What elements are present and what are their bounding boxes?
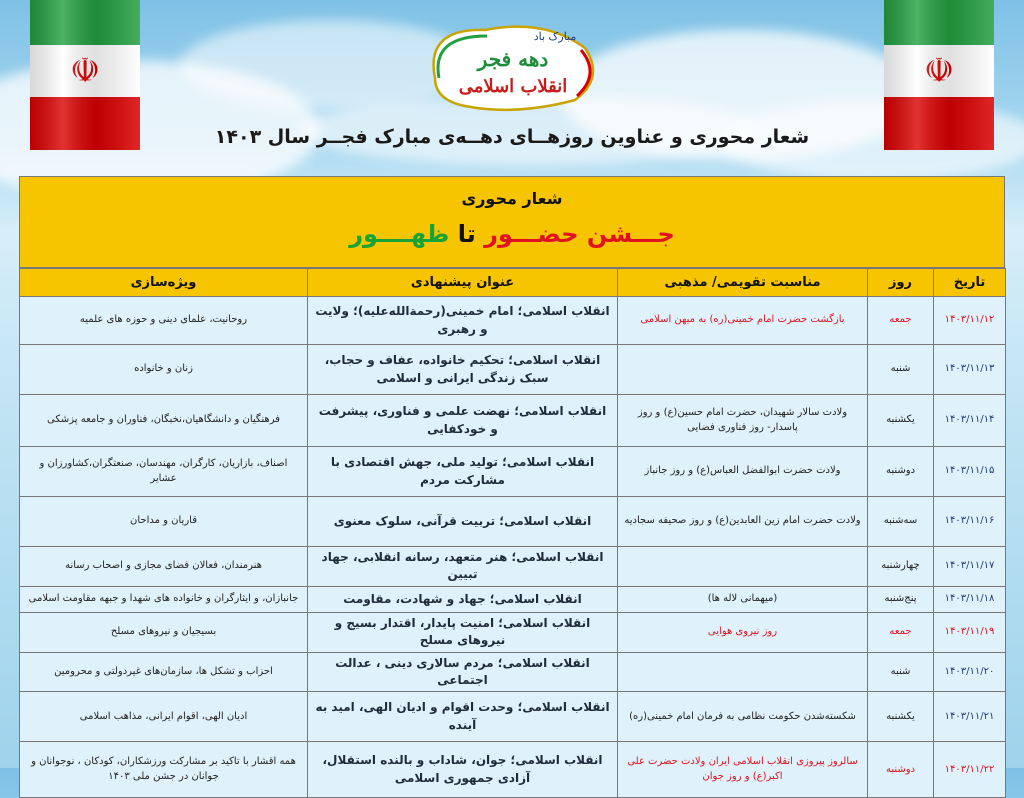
cell-date: ۱۴۰۳/۱۱/۱۵ — [934, 447, 1006, 497]
cell-date: ۱۴۰۳/۱۱/۱۹ — [934, 612, 1006, 652]
header-day: روز — [868, 269, 934, 297]
table-row — [20, 652, 1006, 692]
table-row — [20, 547, 1006, 587]
svg-text:مبارک باد: مبارک باد — [533, 30, 577, 43]
cell-date: ۱۴۰۳/۱۱/۱۸ — [934, 586, 1006, 612]
cell-day: سه‌شنبه — [868, 497, 934, 547]
cell-special: هنرمندان، فعالان فضای مجازی و اصحاب رسانه — [20, 547, 308, 587]
cell-occasion — [618, 652, 868, 692]
cell-title: انقلاب اسلامی؛ امام خمینی(رحمةالله‌علیه)؛ ولایت و رهبری — [308, 297, 618, 345]
cell-title: انقلاب اسلامی؛ تولید ملی، جهش اقتصادی با مشارکت مردم — [308, 447, 618, 497]
cell-occasion: سالروز پیروزی انقلاب اسلامی ایران ولادت حضرت علی اکبر(ع) و روز جوان — [618, 742, 868, 798]
table-row — [20, 297, 1006, 345]
svg-text:انقلاب اسلامی: انقلاب اسلامی — [458, 76, 568, 97]
table-row — [20, 692, 1006, 742]
cell-title: انقلاب اسلامی؛ امنیت پایدار، اقتدار بسیج و نیروهای مسلح — [308, 612, 618, 652]
cell-occasion: ولادت سالار شهیدان، حضرت امام حسین(ع) و روز پاسدار- روز فناوری فضایی — [618, 395, 868, 447]
table-row — [20, 395, 1006, 447]
cell-special: زنان و خانواده — [20, 345, 308, 395]
slogan-part-1: جـــشن حضـــور — [484, 220, 675, 248]
cell-date: ۱۴۰۳/۱۱/۱۶ — [934, 497, 1006, 547]
cell-special: احزاب و تشکل ها، سازمان‌های غیردولتی و محرومین — [20, 652, 308, 692]
cell-date: ۱۴۰۳/۱۱/۱۲ — [934, 297, 1006, 345]
cell-special: فرهنگیان و دانشگاهیان،نخبگان، فناوران و جامعه پزشکی — [20, 395, 308, 447]
cell-special: روحانیت، علمای دینی و حوزه های علمیه — [20, 297, 308, 345]
cell-title: انقلاب اسلامی؛ تربیت قرآنی، سلوک معنوی — [308, 497, 618, 547]
slogan-text — [20, 220, 1004, 248]
cell-date: ۱۴۰۳/۱۱/۲۰ — [934, 652, 1006, 692]
slogan-label: شعار محوری — [461, 189, 563, 208]
cell-date: ۱۴۰۳/۱۱/۱۴ — [934, 395, 1006, 447]
cell-title: انقلاب اسلامی؛ مردم سالاری دینی ، عدالت اجتماعی — [308, 652, 618, 692]
cell-title: انقلاب اسلامی؛ نهضت علمی و فناوری، پیشرفت و خودکفایی — [308, 395, 618, 447]
header-title: عنوان پیشنهادی — [308, 269, 618, 297]
table-row — [20, 742, 1006, 798]
cell-title: انقلاب اسلامی؛ تحکیم خانواده، عفاف و حجاب، سبک زندگی ایرانی و اسلامی — [308, 345, 618, 395]
cell-occasion: (میهمانی لاله ها) — [618, 586, 868, 612]
cell-day: یکشنبه — [868, 395, 934, 447]
cell-day: پنج‌شنبه — [868, 586, 934, 612]
cell-occasion: ولادت حضرت امام زین العابدین(ع) و روز صحیفه سجادیه — [618, 497, 868, 547]
cell-occasion: شکسته‌شدن حکومت نظامی به فرمان امام خمینی(ره) — [618, 692, 868, 742]
schedule-table — [19, 268, 1006, 798]
cell-day: دوشنبه — [868, 447, 934, 497]
cell-day: شنبه — [868, 345, 934, 395]
cell-title: انقلاب اسلامی؛ جوان، شاداب و بالنده استقلال، آزادی جمهوری اسلامی — [308, 742, 618, 798]
cell-special: اصناف، بازاریان، کارگران، مهندسان، صنعتگران،کشاورزان و عشایر — [20, 447, 308, 497]
cell-title: انقلاب اسلامی؛ وحدت اقوام و ادیان الهی، امید به آینده — [308, 692, 618, 742]
cell-occasion — [618, 547, 868, 587]
cell-occasion: ولادت حضرت ابوالفضل العباس(ع) و روز جانباز — [618, 447, 868, 497]
cell-day: شنبه — [868, 652, 934, 692]
cell-occasion — [618, 345, 868, 395]
slogan-part-3: ظهــــور — [349, 220, 450, 248]
cell-title: انقلاب اسلامی؛ هنر متعهد، رسانه انقلابی، جهاد تبیین — [308, 547, 618, 587]
cell-title: انقلاب اسلامی؛ جهاد و شهادت، مقاومت — [308, 586, 618, 612]
cell-date: ۱۴۰۳/۱۱/۱۳ — [934, 345, 1006, 395]
fajr-logo-icon — [405, 8, 615, 120]
cell-date: ۱۴۰۳/۱۱/۱۷ — [934, 547, 1006, 587]
table-row — [20, 586, 1006, 612]
slogan-part-2: تا — [457, 220, 476, 248]
cell-day: جمعه — [868, 297, 934, 345]
header-special: ویژه‌سازی — [20, 269, 308, 297]
cell-occasion: روز نیروی هوایی — [618, 612, 868, 652]
cell-date: ۱۴۰۳/۱۱/۲۲ — [934, 742, 1006, 798]
table-row — [20, 345, 1006, 395]
cell-occasion: بازگشت حضرت امام خمینی(ره) به میهن اسلامی — [618, 297, 868, 345]
cell-special: همه اقشار با تاکید بر مشارکت ورزشکاران، کودکان ، نوجوانان و جوانان در جشن ملی ۱۴۰۳ — [20, 742, 308, 798]
table-row — [20, 612, 1006, 652]
table-header-row — [20, 269, 1006, 297]
cell-special: قاریان و مداحان — [20, 497, 308, 547]
cell-date: ۱۴۰۳/۱۱/۲۱ — [934, 692, 1006, 742]
slogan-panel — [19, 176, 1005, 268]
cell-day: چهارشنبه — [868, 547, 934, 587]
cell-day: دوشنبه — [868, 742, 934, 798]
header-date: تاریخ — [934, 269, 1006, 297]
header-occasion: مناسبت تقویمی/ مذهبی — [618, 269, 868, 297]
cell-day: جمعه — [868, 612, 934, 652]
table-row — [20, 497, 1006, 547]
svg-text:دهه فجر: دهه فجر — [477, 47, 549, 71]
cell-special: بسیجیان و نیروهای مسلح — [20, 612, 308, 652]
page-title: شعار محوری و عناوین روزهــای دهــه‌ی مبارک فجــر سال ۱۴۰۳ — [214, 126, 810, 148]
cell-special: ادیان الهی، اقوام ایرانی، مذاهب اسلامی — [20, 692, 308, 742]
cell-day: یکشنبه — [868, 692, 934, 742]
cell-special: جانبازان، و ایثارگران و خانواده های شهدا و جبهه مقاومت اسلامی — [20, 586, 308, 612]
table-row — [20, 447, 1006, 497]
